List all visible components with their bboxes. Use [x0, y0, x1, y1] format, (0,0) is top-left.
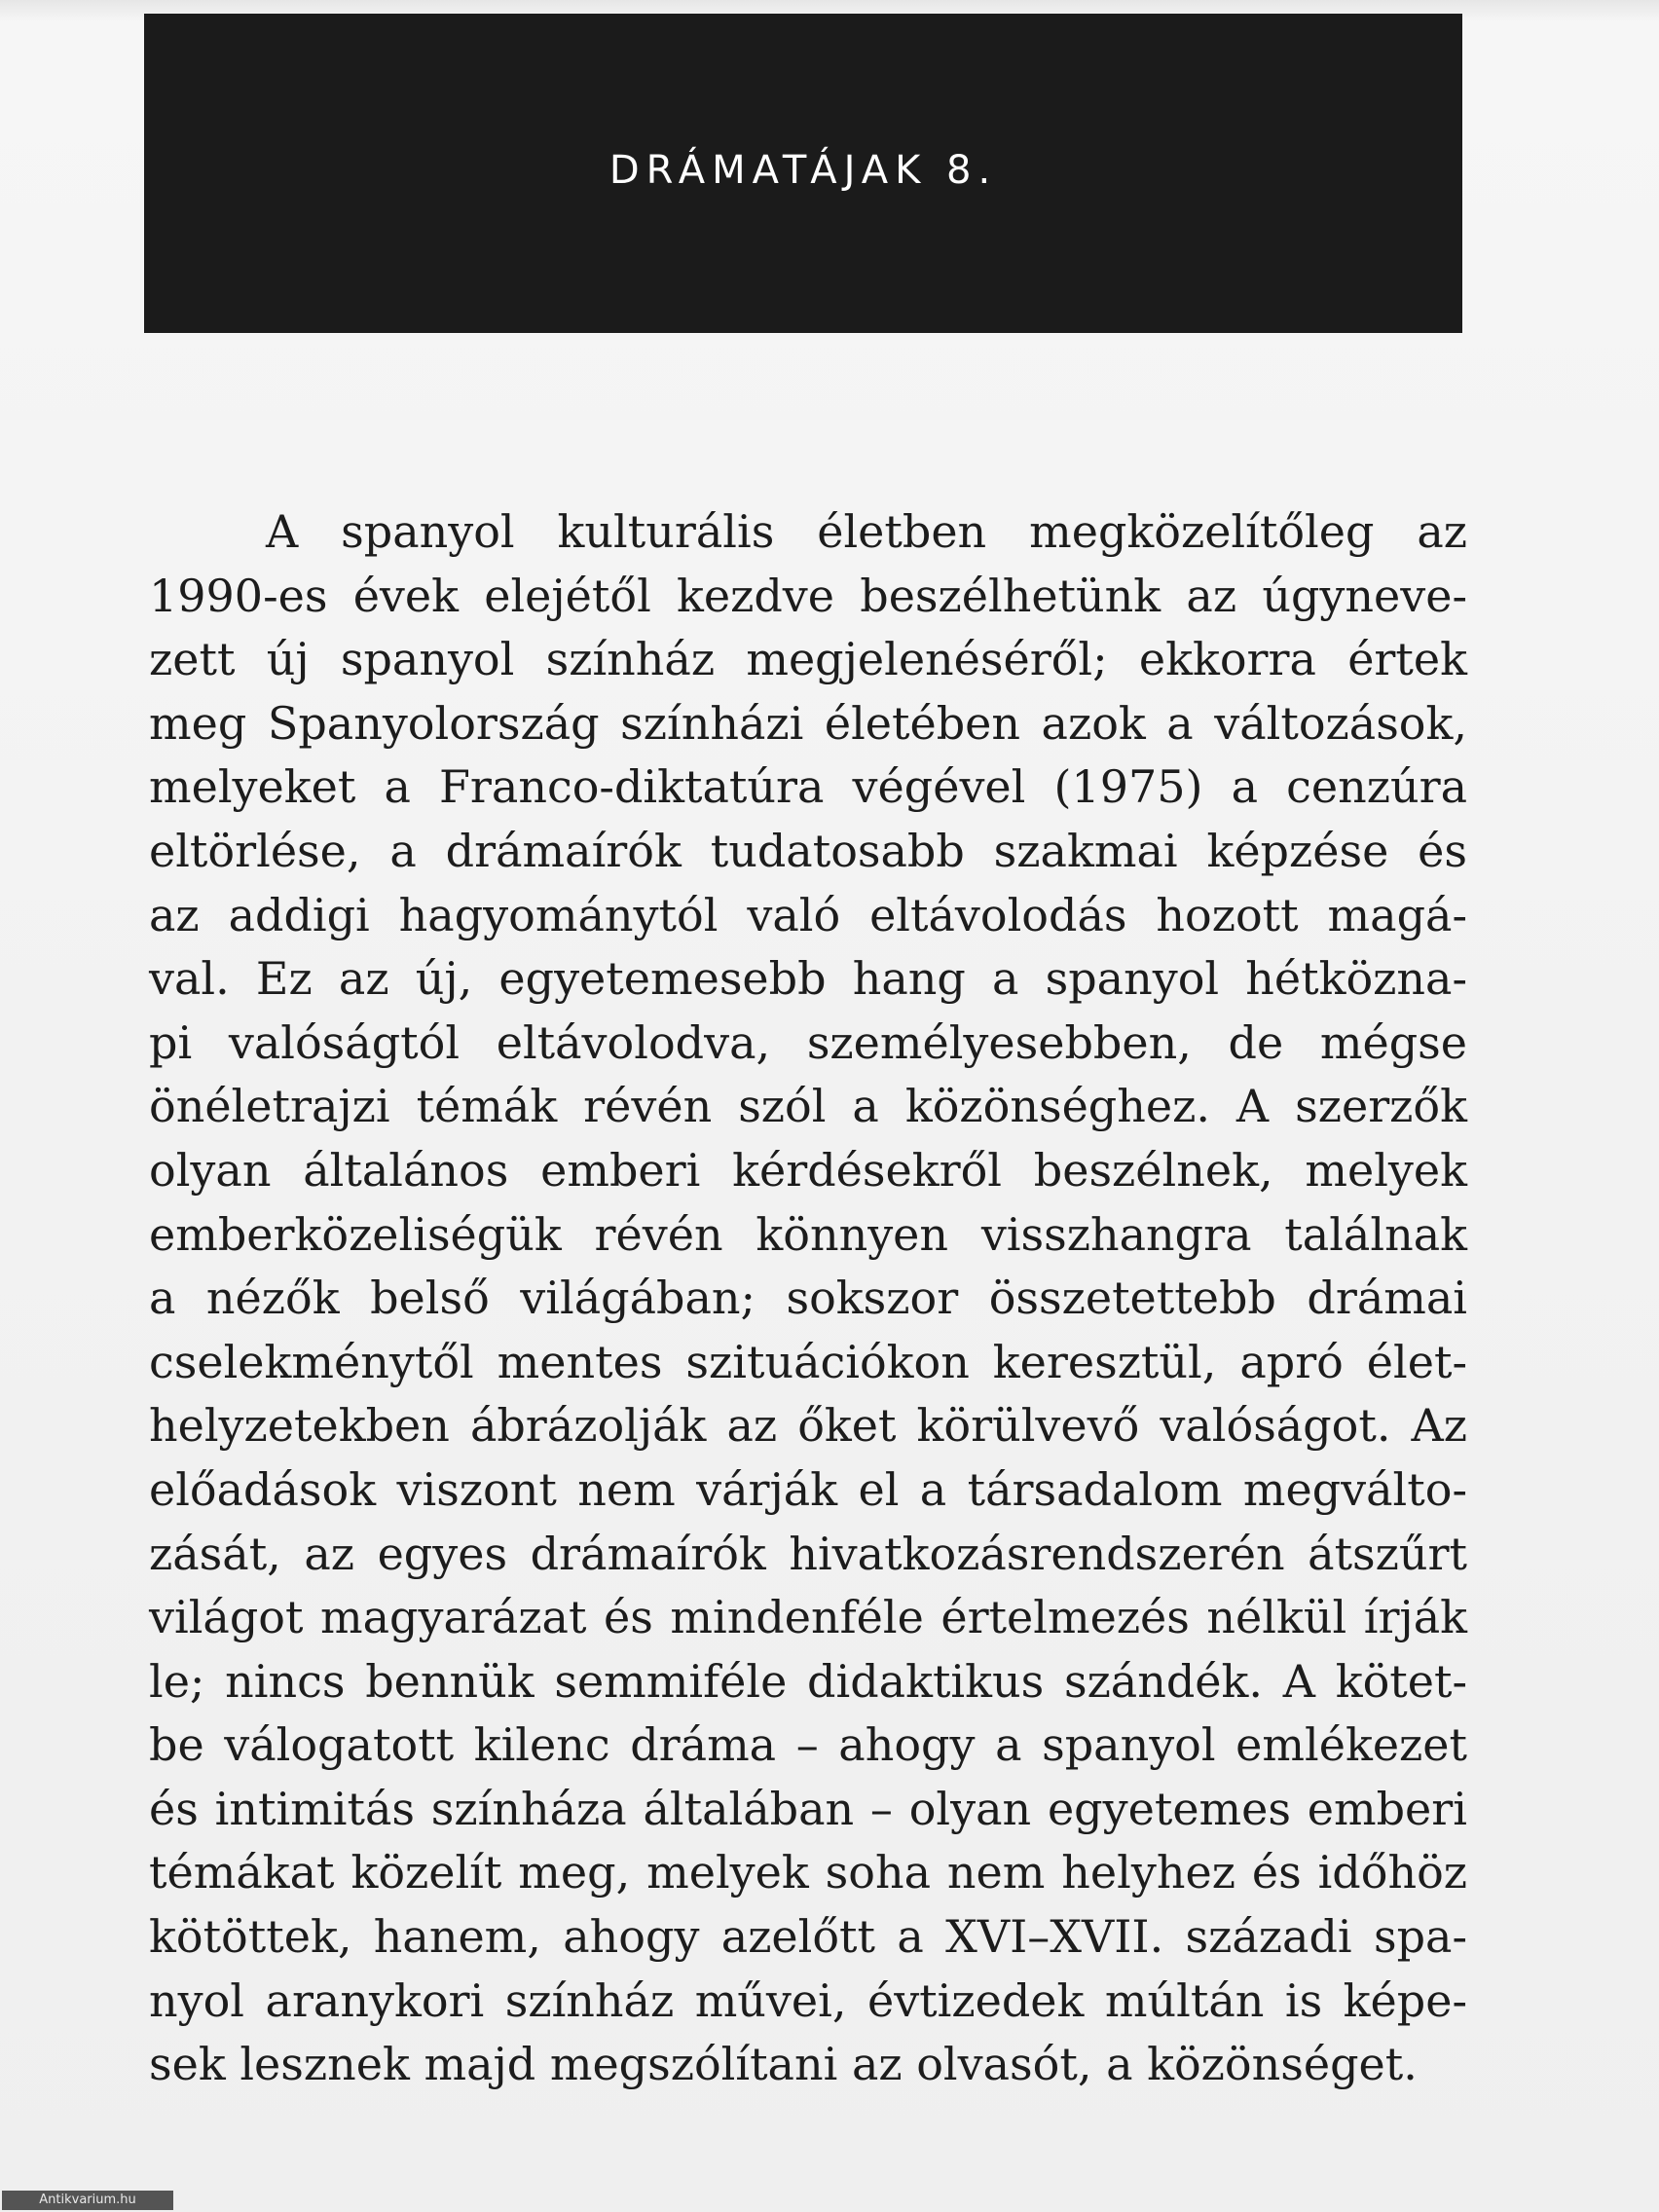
title-banner [144, 14, 1462, 333]
text-line: az addigi hagyománytól való eltávolodás hozott magá- [149, 888, 1467, 941]
text-line: a nézők belső világában; sokszor összetettebb drámai [149, 1272, 1467, 1325]
text-line: világot magyarázat és mindenféle értelmezés nélkül írják [149, 1591, 1467, 1644]
blurb-paragraph [149, 500, 1467, 2097]
text-line: előadások viszont nem várják el a társadalom megválto- [149, 1462, 1467, 1516]
text-line: témákat közelít meg, melyek soha nem helyhez és időhöz [149, 1846, 1467, 1899]
text-line: kötöttek, hanem, ahogy azelőtt a XVI–XVII. századi spa- [149, 1910, 1467, 1964]
text-line: melyeket a Franco-diktatúra végével (1975) a cenzúra [149, 760, 1467, 814]
text-line: olyan általános emberi kérdésekről beszélnek, melyek [149, 1143, 1467, 1197]
text-line: pi valóságtól eltávolodva, személyesebben, de mégse [149, 1015, 1467, 1069]
series-title: DRÁMATÁJAK 8. [608, 148, 998, 193]
text-line: eltörlése, a drámaírók tudatosabb szakmai képzése és [149, 824, 1467, 877]
text-line: emberközeliségük révén könnyen visszhangra találnak [149, 1207, 1467, 1261]
text-line: zett új spanyol színház megjelenéséről; ekkorra értek [149, 633, 1467, 686]
text-line: sek lesznek majd megszólítani az olvasót, a közönséget. [149, 2038, 1418, 2091]
text-line: cselekménytől mentes szituációkon keresztül, apró élet- [149, 1335, 1467, 1388]
text-line: 1990-es évek elejétől kezdve beszélhetünk az úgyneve- [149, 569, 1467, 622]
text-line: helyzetekben ábrázolják az őket körülvevő valóságot. Az [149, 1399, 1467, 1453]
text-line: le; nincs bennük semmiféle didaktikus szándék. A kötet- [149, 1654, 1467, 1708]
text-line: önéletrajzi témák révén szól a közönséghez. A szerzők [149, 1080, 1467, 1133]
text-line: meg Spanyolország színházi életében azok a változások, [149, 696, 1467, 750]
text-line: és intimitás színháza általában – olyan egyetemes emberi [149, 1782, 1467, 1835]
text-line: A spanyol kulturális életben megközelítőleg az [266, 505, 1467, 558]
text-line: zását, az egyes drámaírók hivatkozásrendszerén átszűrt [149, 1527, 1467, 1580]
text-line: be válogatott kilenc dráma – ahogy a spanyol emlékezet [149, 1718, 1467, 1772]
source-watermark: Antikvarium.hu [2, 2191, 173, 2210]
text-line: nyol aranykori színház művei, évtizedek múltán is képe- [149, 1973, 1467, 2027]
text-line: val. Ez az új, egyetemesebb hang a spanyol hétközna- [149, 952, 1467, 1006]
